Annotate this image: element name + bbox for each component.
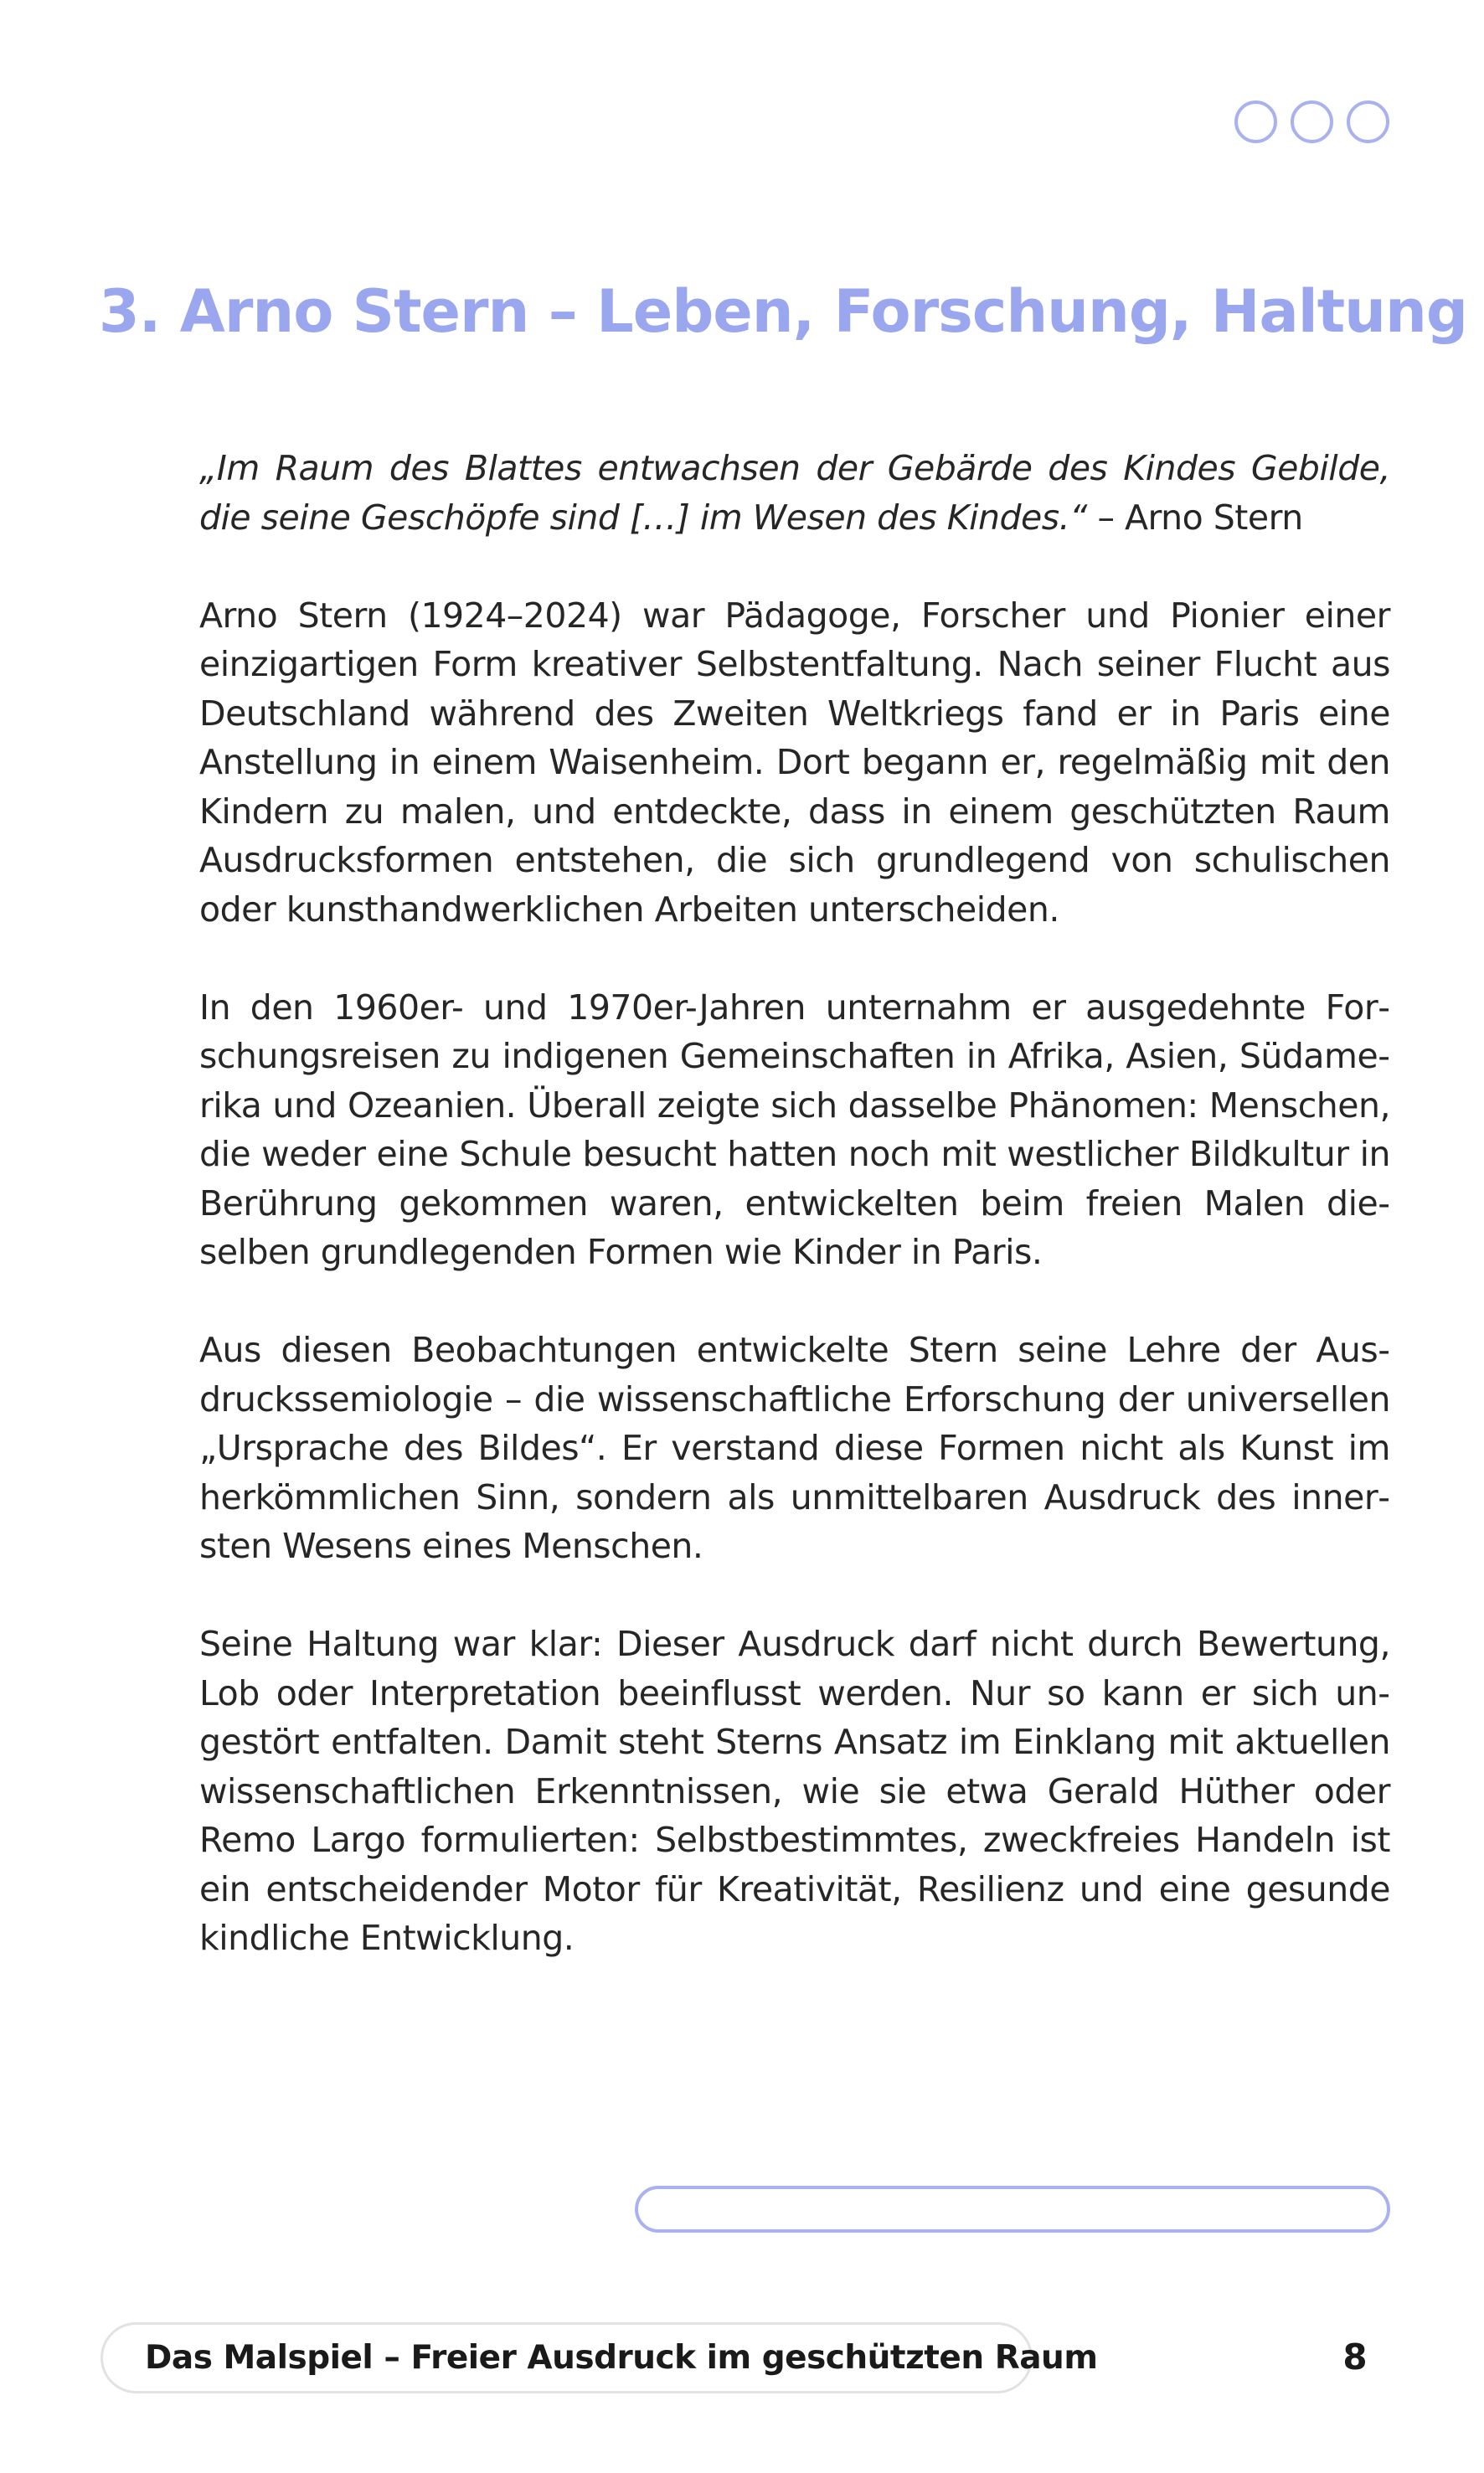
epigraph xyxy=(199,444,1390,542)
section-title: 3. Arno Stern – Leben, Forschung, Haltung xyxy=(99,277,1467,346)
paragraph-expression-semiology: Aus diesen Beobachtungen entwickelte Stern seine Lehre der Ausdruckssemiologie – die wissenschaftliche Erforschung der universellen „Ursprache des Bildes“. Er verstand diese Formen nicht als Kunst im herkömmlichen Sinn, sondern als unmittelbaren Ausdruck des innersten Wesens eines Menschen. xyxy=(199,1330,1390,1566)
footer-running-title xyxy=(100,2322,1098,2393)
circle-icon xyxy=(1347,100,1389,143)
paragraph-attitude: Seine Haltung war klar: Dieser Ausdruck darf nicht durch Bewertung, Lob oder Interpretation beeinflusst werden. Nur so kann er sich ungestört entfalten. Damit steht Sterns Ansatz im Einklang mit aktuellen wissenschaftlichen Erkenntnissen, wie sie etwa Gerald Hüther oder Remo Largo formulierten: Selbstbestimmtes, zweckfreies Handeln ist ein entscheidender Motor für Kreativität, Resilienz und eine gesunde kindliche Entwicklung. xyxy=(199,1624,1390,1958)
circle-icon xyxy=(1291,100,1333,143)
page-body xyxy=(199,444,1390,2012)
decorative-circles xyxy=(1234,99,1395,149)
running-title-text: Das Malspiel – Freier Ausdruck im geschützten Raum xyxy=(145,2339,1098,2377)
quote-text: „Im Raum des Blattes entwachsen der Gebärde des Kindes Gebilde, die seine Geschöpfe sind […] im Wesen des Kindes.“ xyxy=(199,448,1390,538)
paragraph-biography: Arno Stern (1924–2024) war Pädagoge, Forscher und Pionier einer einzigartigen Form kreativer Selbstentfaltung. Nach seiner Flucht aus Deutschland während des Zweiten Weltkriegs fand er in Paris eine Anstellung in einem Waisenheim. Dort begann er, regelmäßig mit den Kindern zu malen, und entdeckte, dass in einem geschützten Raum Ausdrucksformen entstehen, die sich grundlegend von schulischen oder kunsthandwerklichen Arbeiten unterscheiden. xyxy=(199,595,1390,930)
circle-icon xyxy=(1234,100,1277,143)
paragraph-research-travels: In den 1960er- und 1970er-Jahren unternahm er ausgedehnte Forschungsreisen zu indigenen Gemeinschaften in Afrika, Asien, Südamerika und Ozeanien. Überall zeigte sich dasselbe Phänomen: Menschen, die weder eine Schule besucht hatten noch mit westlicher Bildkultur in Berührung gekommen waren, entwickelten beim freien Malen dieselben grundlegenden Formen wie Kinder in Paris. xyxy=(199,987,1390,1272)
decorative-pill xyxy=(635,2186,1390,2233)
quote-attribution: – Arno Stern xyxy=(1086,497,1303,538)
page-number: 8 xyxy=(1342,2336,1368,2378)
